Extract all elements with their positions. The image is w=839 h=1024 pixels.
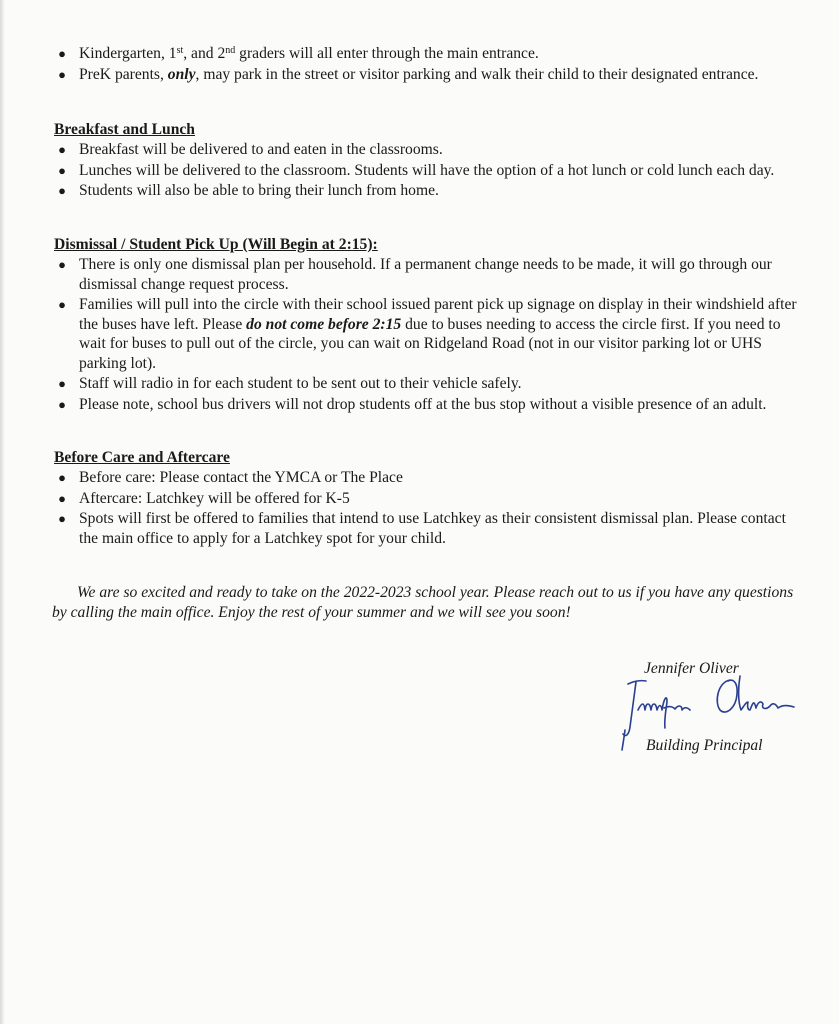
signatory-title: Building Principal xyxy=(646,737,763,754)
bullet-icon: ● xyxy=(58,511,66,526)
closing-paragraph: We are so excited and ready to take on the 2022-2023 school year. Please reach out to us if you have any questions by calling the main office. Enjoy the rest of your summer and we will see you soon! xyxy=(52,584,794,621)
bullet-icon: ● xyxy=(58,142,66,157)
dismissal-list xyxy=(55,255,800,415)
list-item: ● Spots will first be offered to families that intend to use Latchkey as their consistent dismissal plan. Please contact the main office to apply for a Latchkey spot for your child. xyxy=(55,509,800,548)
bullet-icon: ● xyxy=(58,183,66,198)
list-item: ● Before care: Please contact the YMCA or The Place xyxy=(55,468,800,488)
list-item: ● Students will also be able to bring their lunch from home. xyxy=(55,181,800,201)
dismissal-heading: Dismissal / Student Pick Up (Will Begin at 2:15): xyxy=(54,236,378,253)
bullet-icon: ● xyxy=(58,490,66,506)
bullet-icon: ● xyxy=(58,396,66,412)
bullet-icon: ● xyxy=(58,257,66,272)
list-item: ● Please note, school bus drivers will not drop students off at the bus stop without a visible presence of an adult. xyxy=(55,395,800,415)
bullet-icon: ● xyxy=(58,162,66,178)
care-heading: Before Care and Aftercare xyxy=(54,449,230,466)
list-item: ● PreK parents, only, may park in the street or visitor parking and walk their child to their designated entrance. xyxy=(55,65,800,85)
breakfast-list xyxy=(55,140,800,202)
bullet-icon: ● xyxy=(58,470,66,485)
list-item: ● Staff will radio in for each student to be sent out to their vehicle safely. xyxy=(55,374,800,394)
breakfast-heading: Breakfast and Lunch xyxy=(54,121,195,138)
entrance-list xyxy=(55,44,800,85)
list-item: ● Lunches will be delivered to the classroom. Students will have the option of a hot lunch or cold lunch each day. xyxy=(55,161,800,181)
page-edge-shadow xyxy=(0,0,5,1024)
care-list xyxy=(55,468,800,549)
list-item: ● Aftercare: Latchkey will be offered for K-5 xyxy=(55,489,800,509)
list-item: ● There is only one dismissal plan per household. If a permanent change needs to be made, it will go through our dismissal change request process. xyxy=(55,255,800,294)
bullet-icon: ● xyxy=(58,66,66,82)
list-item: ● Kindergarten, 1st, and 2nd graders will all enter through the main entrance. xyxy=(55,44,800,64)
signatory-name: Jennifer Oliver xyxy=(644,660,739,677)
bullet-icon: ● xyxy=(58,376,66,391)
bullet-icon: ● xyxy=(58,46,66,61)
bullet-icon: ● xyxy=(58,297,66,312)
list-item: ● Breakfast will be delivered to and eaten in the classrooms. xyxy=(55,140,800,160)
list-item: ● Families will pull into the circle with their school issued parent pick up signage on display in their windshield after the buses have left. Please do not come before 2:15 due to buses needing to access the circle first. If you need to wait for buses to pull out of the circle, you can wait on Ridgeland Road (not in our visitor parking lot or UHS parking lot). xyxy=(55,295,800,373)
